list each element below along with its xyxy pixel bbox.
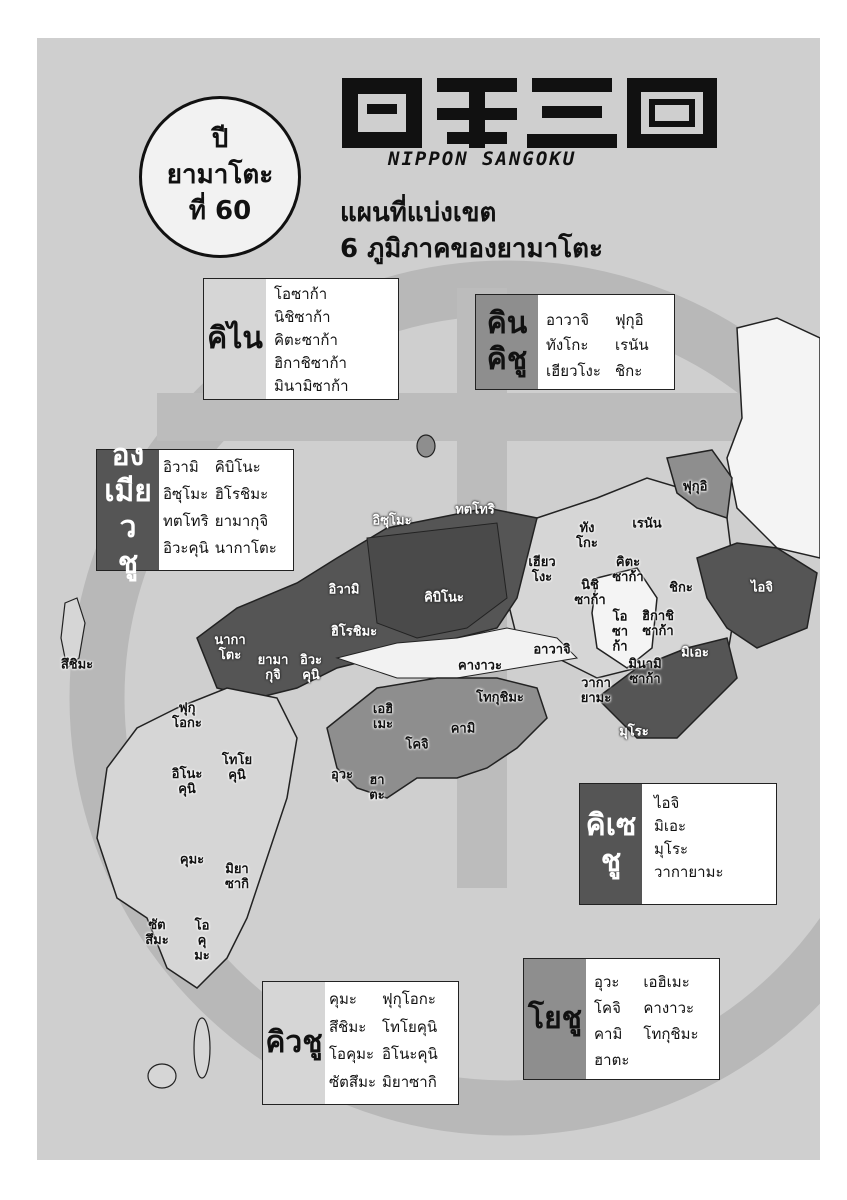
map-label-kitazaka-1: คิตะ (615, 555, 641, 570)
eastern-land (727, 318, 820, 558)
map-label-wakayama (581, 676, 611, 706)
legend-ongmieoshu-name-2: เมียว (104, 474, 152, 545)
legend-item: ยามากุจิ (214, 512, 269, 530)
legend-item: มิยาซากิ (382, 1072, 437, 1091)
legend-kinkishu-name-1: คิน (486, 306, 528, 341)
map-title-line-1: แผนที่แบ่งเขต (340, 198, 497, 228)
legend-item: เฮียวโงะ (546, 361, 601, 380)
southern-island (148, 1064, 176, 1088)
map-label-satsuma (145, 918, 169, 948)
map-label-uwa: อุวะ (330, 767, 354, 783)
map-label-osaka (612, 610, 628, 655)
legend-item: โอซาก้า (274, 285, 328, 303)
legend-item: อาวาจิ (546, 311, 590, 329)
legend-item: ทังโกะ (546, 336, 589, 355)
map-label-fukuoka (172, 701, 202, 731)
map-label-hyogo-1: เฮียว (528, 555, 556, 570)
map-label-hata-2: ตะ (369, 788, 385, 803)
map-label-awaji: อาวาจิ (533, 642, 571, 658)
legend-item: เรนัน (614, 336, 649, 355)
legend-item: อิโนะคุนิ (382, 1045, 438, 1063)
map-label-tango (576, 521, 598, 551)
map-label-nagato-2: โตะ (218, 648, 242, 663)
map-label-shiga: ชิกะ (669, 580, 693, 596)
legend-kiseshu-name-1: คิเซ (585, 808, 637, 843)
map-label-nishizaka (574, 578, 605, 608)
legend-item: คิตะซาก้า (274, 331, 338, 349)
map-label-kitazaka-2: ซาก้า (612, 570, 644, 585)
map-label-ehime-2: เมะ (373, 717, 393, 732)
legend-item: อิวามิ (163, 458, 199, 476)
map-label-tango-2: โกะ (576, 536, 598, 551)
legend-yoshu (523, 958, 720, 1080)
map-label-miyazaki-1: มิยา (225, 862, 249, 877)
legend-item: อุวะ (594, 973, 620, 991)
map-label-muro: มุโระ (619, 724, 649, 740)
legend-item: โทกุชิมะ (643, 1025, 699, 1043)
map-label-satsuma-1: ซัต (148, 918, 166, 933)
legend-item: วากายามะ (654, 863, 724, 881)
legend-kyushu (262, 981, 459, 1105)
map-label-hiroshima: ฮิโรชิมะ (330, 624, 378, 640)
legend-item: ฟุกุอิ (614, 311, 644, 329)
legend-kinkishu-name-2: คิชู (486, 342, 528, 377)
legend-ongmieoshu (96, 438, 294, 581)
legend-item: มุโระ (654, 840, 689, 858)
map-label-toyokuni-1: โทโย (221, 753, 253, 768)
map-label-ehime (373, 702, 393, 732)
legend-item: นากาโตะ (214, 539, 277, 557)
map-label-tottori: ทตโทริ (455, 502, 495, 518)
legend-item: เอฮิเมะ (643, 973, 690, 991)
legend-kinai-header: คิไน (204, 279, 266, 399)
legend-item: ทตโทริ (163, 512, 209, 530)
oki-island (417, 435, 435, 457)
map-label-okuma (194, 919, 210, 964)
map-label-iwakuni (300, 653, 322, 683)
legend-yoshu-items (586, 959, 707, 1079)
legend-item: ฮิโรชิมะ (214, 485, 269, 503)
map-label-okuma-2: คุ (197, 933, 207, 949)
map-label-mie: มิเอะ (681, 645, 709, 661)
map-label-nishizaka-1: นิชิ (581, 578, 599, 593)
legend-kinkishu-items (538, 295, 657, 389)
map-label-hyogo (528, 555, 555, 585)
map-label-wakayama-1: วากา (581, 676, 611, 691)
map-label-higashizaka-1: ฮิกาชิ (642, 609, 674, 624)
legend-item: ไอจิ (654, 794, 680, 812)
map-label-iwami: อิวามิ (328, 582, 360, 598)
legend-item: คุมะ (329, 990, 357, 1008)
legend-kinkishu (475, 294, 675, 390)
map-label-minamizaka-1: มินามิ (628, 657, 662, 672)
legend-item: คิบิโนะ (214, 458, 261, 476)
map-label-yamaguchi-1: ยามา (257, 653, 289, 668)
map-label-higashizaka (642, 609, 674, 639)
map-label-kibino: คิบิโนะ (424, 590, 464, 606)
legend-ongmieoshu-items (159, 450, 281, 570)
map-label-kuma: คุมะ (179, 852, 205, 868)
legend-kiseshu (579, 783, 777, 905)
legend-kinkishu-header (476, 295, 538, 389)
map-label-nagato-1: นากา (214, 633, 246, 648)
map-label-yamaguchi-2: กุจิ (265, 668, 281, 683)
map-label-tango-1: ทัง (579, 521, 595, 536)
legend-kyushu-items (325, 982, 442, 1104)
map-label-fukuoka-2: โอกะ (172, 716, 202, 731)
legend-ongmieoshu-name-1: อง (111, 438, 145, 473)
map-label-toyokuni (222, 753, 252, 783)
legend-ongmieoshu-name-3: ชู (117, 546, 139, 581)
map-label-satsuma-2: สึมะ (145, 933, 169, 948)
year-line-2: ยามาโตะ (166, 160, 274, 190)
legend-ongmieoshu-header (97, 438, 159, 581)
legend-item: อิวะคุนิ (163, 539, 209, 557)
map-label-hata (369, 773, 384, 803)
map-label-okuma-1: โอ (194, 918, 210, 934)
map-label-nagato (214, 633, 245, 663)
year-badge (139, 96, 301, 258)
map-label-hyogo-2: โงะ (531, 570, 553, 585)
legend-item: ฟุกุโอกะ (382, 990, 436, 1008)
map-label-tsushima: สึชิมะ (60, 657, 94, 673)
map-label-kami: คามิ (450, 721, 476, 737)
legend-yoshu-header: โยชู (524, 959, 586, 1079)
map-label-inokuni-2: คุนิ (178, 782, 196, 797)
legend-item: สึชิมะ (329, 1017, 367, 1036)
map-label-toyokuni-2: คุนิ (228, 768, 246, 783)
map-label-okuma-3: มะ (194, 948, 210, 964)
map-label-higashizaka-2: ซาก้า (642, 624, 674, 639)
map-label-kitazaka (612, 555, 643, 585)
map-label-osaka-3: ก้า (612, 639, 628, 655)
map-label-iwakuni-1: อิวะ (299, 653, 323, 668)
map-label-nishizaka-2: ซาก้า (574, 593, 606, 608)
map-label-ehime-1: เอฮิ (372, 702, 394, 717)
legend-kiseshu-header (580, 784, 642, 904)
legend-item: ซัตสึมะ (329, 1072, 377, 1091)
logo-subtitle: NIPPON SANGOKU (382, 148, 582, 170)
map-label-kagawa: คางาวะ (458, 658, 502, 674)
map-label-fukuoka-1: ฟุกุ (178, 701, 196, 716)
legend-item: ฮิกาชิซาก้า (274, 354, 347, 372)
map-label-renan: เรนัน (632, 516, 662, 532)
legend-item: นิชิซาก้า (274, 308, 331, 326)
southern-island-2 (194, 1018, 210, 1078)
legend-item: โทโยคุนิ (382, 1017, 438, 1036)
legend-item: ฮาตะ (594, 1051, 630, 1069)
legend-item: อิซุโมะ (163, 485, 209, 503)
map-label-fukui: ฟุกุอิ (682, 479, 708, 495)
legend-kiseshu-name-2: ชู (600, 844, 622, 879)
map-label-minamizaka-2: ซาก้า (629, 672, 661, 687)
legend-item: โคจิ (594, 999, 621, 1017)
legend-kyushu-header: คิวชู (263, 982, 325, 1104)
legend-item: คางาวะ (643, 999, 695, 1017)
map-label-inokuni-1: อิโนะ (171, 767, 203, 782)
map-title-line-2: 6 ภูมิภาคของยามาโตะ (340, 234, 604, 264)
legend-item: โอคุมะ (329, 1045, 375, 1063)
legend-kiseshu-items (642, 784, 736, 904)
map-label-aichi: ไอจิ (751, 580, 773, 596)
legend-kinai (203, 278, 399, 400)
legend-item: ชิกะ (614, 361, 643, 380)
year-line-1: ปี (211, 124, 229, 154)
legend-item: คามิ (594, 1025, 623, 1043)
legend-item: มิเอะ (654, 817, 687, 835)
map-title (340, 195, 603, 267)
legend-item: มินามิซาก้า (274, 377, 349, 395)
map-label-tokushima: โทกุชิมะ (476, 690, 524, 706)
map-label-wakayama-2: ยามะ (580, 691, 612, 706)
map-label-hata-1: ฮา (369, 773, 385, 788)
map-label-inokuni (172, 767, 203, 797)
map-label-osaka-2: ซา (611, 624, 629, 640)
map-page (37, 38, 820, 1160)
map-label-miyazaki-2: ซากิ (225, 877, 249, 892)
map-label-kochi: โคจิ (405, 737, 429, 753)
map-label-minamizaka (628, 657, 661, 687)
year-line-3: ที่ 60 (188, 196, 252, 226)
map-label-izumo: อิซุโมะ (372, 513, 412, 529)
legend-kinai-items (266, 279, 357, 399)
map-label-iwakuni-2: คุนิ (302, 668, 320, 683)
map-label-yamaguchi (258, 653, 289, 683)
map-label-osaka-1: โอ (612, 609, 628, 625)
map-label-miyazaki (225, 862, 249, 892)
